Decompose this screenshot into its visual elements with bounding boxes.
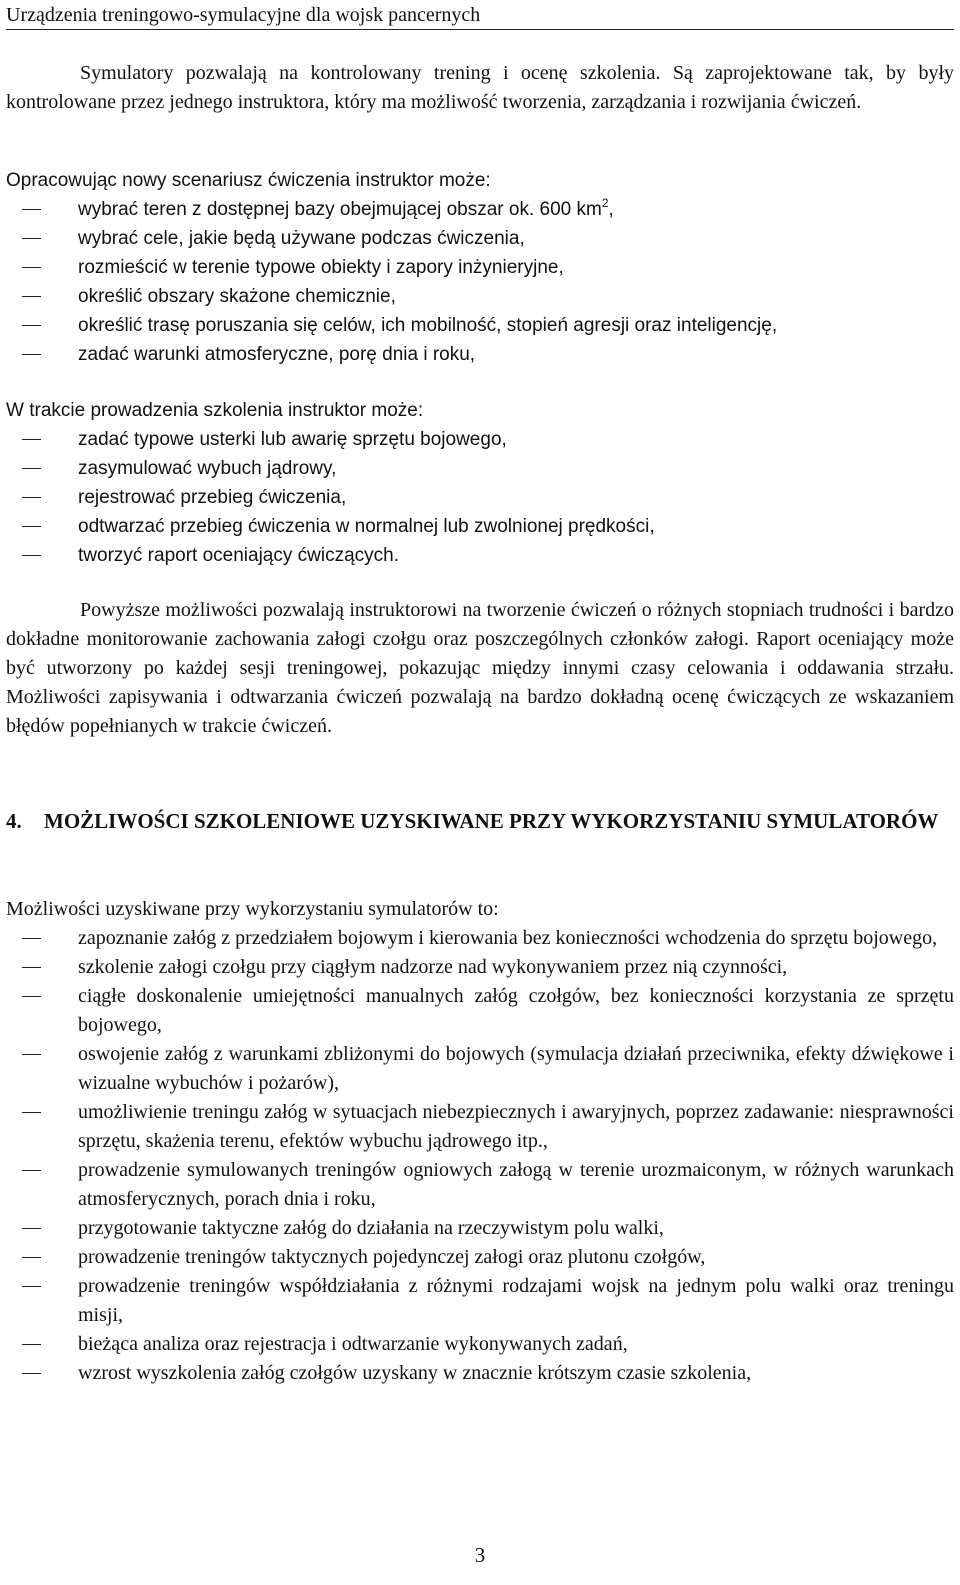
- list-item: prowadzenie treningów taktycznych pojedynczej załogi oraz plutonu czołgów,: [6, 1243, 954, 1272]
- section-heading: [6, 807, 954, 836]
- list-item: przygotowanie taktyczne załóg do działania na rzeczywistym polu walki,: [6, 1214, 954, 1243]
- list-item: zadać typowe usterki lub awarię sprzętu bojowego,: [6, 425, 954, 454]
- list-item: ciągłe doskonalenie umiejętności manualnych załóg czołgów, bez konieczności korzystania ze sprzętu bojowego,: [6, 982, 954, 1040]
- list-item: umożliwienie treningu załóg w sytuacjach niebezpiecznych i awaryjnych, poprzez zadawanie: niesprawności sprzętu, skażenia terenu, efektów wybuchu jądrowego itp.,: [6, 1098, 954, 1156]
- summary-paragraph: Powyższe możliwości pozwalają instruktorowi na tworzenie ćwiczeń o różnych stopniach trudności i bardzo dokładne monitorowanie zachowania załogi czołgu oraz poszczególnych członków załogi. Raport oceniający może być utworzony po każdej sesji treningowej, pokazując między innymi czasy celowania i oddawania strzału. Możliwości zapisywania i odtwarzania ćwiczeń pozwalają na bardzo dokładną ocenę ćwiczących ze wskazaniem błędów popełnianych w trakcie ćwiczeń.: [6, 599, 954, 737]
- list-item: szkolenie załogi czołgu przy ciągłym nadzorze nad wykonywaniem przez nią czynności,: [6, 953, 954, 982]
- scenario-lead: Opracowując nowy scenariusz ćwiczenia instruktor może:: [6, 170, 491, 191]
- scenario-list: [6, 195, 954, 369]
- training-lead: W trakcie prowadzenia szkolenia instruktor może:: [6, 400, 424, 421]
- intro-paragraph: Symulatory pozwalają na kontrolowany trening i ocenę szkolenia. Są zaprojektowane tak, by były kontrolowane przez jednego instruktora, który ma możliwość tworzenia, zarządzania i rozwijania ćwiczeń.: [6, 62, 954, 113]
- list-item: rozmieścić w terenie typowe obiekty i zapory inżynieryjne,: [6, 253, 954, 282]
- list-item: oswojenie załóg z warunkami zbliżonymi do bojowych (symulacja działań przeciwnika, efekty dźwiękowe i wizualne wybuchów i pożarów),: [6, 1040, 954, 1098]
- capabilities-list: [6, 924, 954, 1388]
- scenario-block: [6, 166, 954, 369]
- list-item: prowadzenie treningów współdziałania z różnymi rodzajami wojsk na jednym polu walki oraz treningu misji,: [6, 1272, 954, 1330]
- section-title: MOŻLIWOŚCI SZKOLENIOWE UZYSKIWANE PRZY WYKORZYSTANIU SYMULATORÓW: [44, 809, 939, 833]
- list-item: bieżąca analiza oraz rejestracja i odtwarzanie wykonywanych zadań,: [6, 1330, 954, 1359]
- page-number: 3: [474, 1543, 486, 1567]
- list-item: wybrać cele, jakie będą używane podczas ćwiczenia,: [6, 224, 954, 253]
- list-item: [6, 195, 954, 224]
- superscript: 2: [601, 196, 609, 210]
- section-number: 4.: [6, 809, 22, 833]
- list-item: określić obszary skażone chemicznie,: [6, 282, 954, 311]
- scenario-item-tail: ,: [608, 199, 614, 220]
- list-item: prowadzenie symulowanych treningów ogniowych załogą w terenie urozmaiconym, w różnych warunkach atmosferycznych, porach dnia i roku,: [6, 1156, 954, 1214]
- capabilities-lead: Możliwości uzyskiwane przy wykorzystaniu symulatorów to:: [6, 898, 499, 920]
- training-list: [6, 425, 954, 570]
- running-header: [6, 2, 954, 30]
- capabilities-block: [6, 895, 954, 1388]
- list-item: określić trasę poruszania się celów, ich mobilność, stopień agresji oraz inteligencję,: [6, 311, 954, 340]
- list-item: zapoznanie załóg z przedziałem bojowym i kierowania bez konieczności wchodzenia do sprzętu bojowego,: [6, 924, 954, 953]
- summary-block: [6, 596, 954, 741]
- document-page: [6, 0, 954, 1567]
- list-item: wzrost wyszkolenia załóg czołgów uzyskany w znacznie krótszym czasie szkolenia,: [6, 1359, 954, 1388]
- running-header-title: Urządzenia treningowo-symulacyjne dla wojsk pancernych: [6, 4, 481, 26]
- scenario-item-text: wybrać teren z dostępnej bazy obejmującej obszar ok. 600 km: [78, 199, 602, 220]
- list-item: zadać warunki atmosferyczne, porę dnia i roku,: [6, 340, 954, 369]
- section-heading-block: [6, 807, 954, 836]
- list-item: tworzyć raport oceniający ćwiczących.: [6, 541, 954, 570]
- list-item: zasymulować wybuch jądrowy,: [6, 454, 954, 483]
- list-item: odtwarzać przebieg ćwiczenia w normalnej lub zwolnionej prędkości,: [6, 512, 954, 541]
- list-item: rejestrować przebieg ćwiczenia,: [6, 483, 954, 512]
- training-block: [6, 396, 954, 570]
- intro-block: [6, 59, 954, 117]
